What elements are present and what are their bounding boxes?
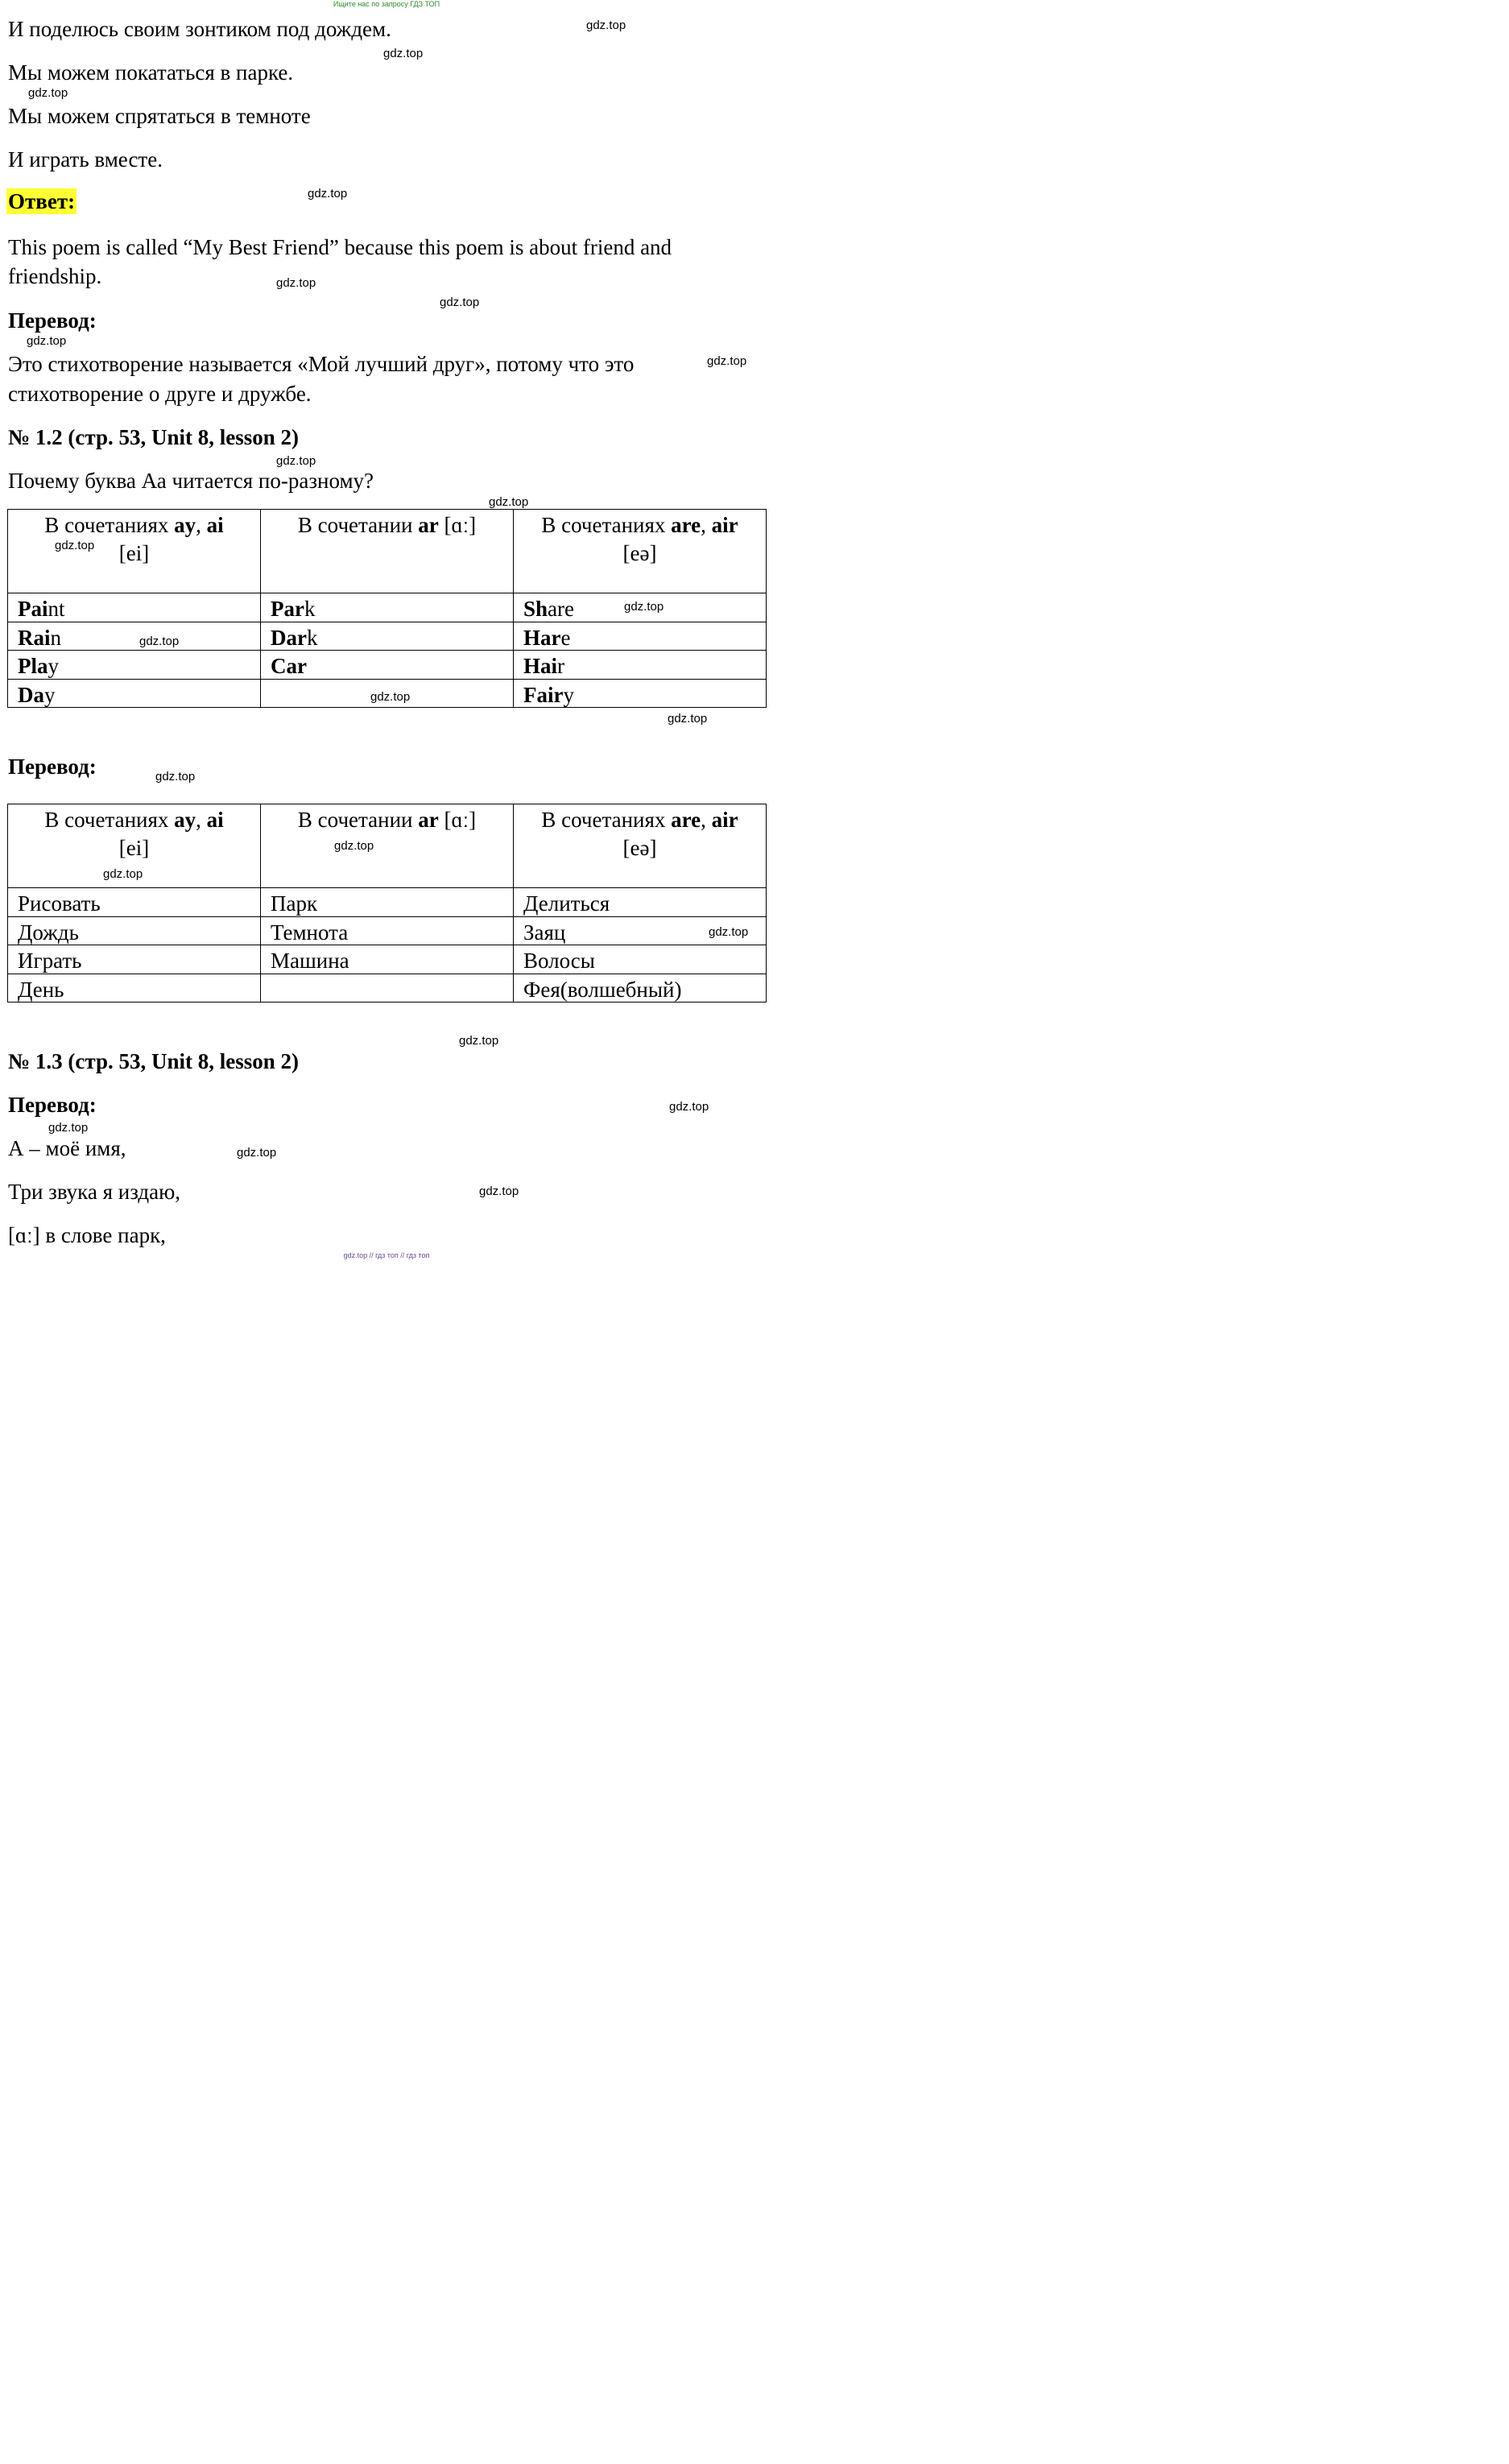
answer-text-line-1: This poem is called “My Best Friend” because this poem is about friend and [8, 235, 672, 259]
bottom-banner: gdz.top // гдз топ // гдз топ [343, 1251, 430, 1259]
table-1-cell: Paint [18, 597, 65, 621]
table-1-cell: Park [271, 597, 316, 621]
watermark: gdz.top [308, 187, 348, 201]
watermark: gdz.top [669, 1100, 709, 1114]
table-2-header-are-air: В сочетаниях are, air [eə] [541, 808, 738, 860]
table-1-cell: Hare [523, 626, 571, 650]
watermark: gdz.top [334, 839, 374, 853]
task-1-2-question: Почему буква Аа читается по-разному? [8, 469, 374, 493]
watermark: gdz.top [28, 86, 68, 100]
table-2-cell: Дождь [18, 920, 79, 945]
table-2-header-ar: В сочетании ar [ɑː] [297, 808, 477, 832]
table-1-cell: Car [271, 654, 307, 678]
watermark: gdz.top [370, 690, 411, 704]
table-2-cell: Делиться [523, 891, 610, 916]
watermark: gdz.top [139, 635, 180, 648]
watermark: gdz.top [489, 495, 529, 509]
table-2-cell: Машина [271, 949, 349, 973]
watermark: gdz.top [155, 770, 196, 783]
task-1-3-title: № 1.3 (стр. 53, Unit 8, lesson 2) [8, 1049, 299, 1073]
table-1-cell: Rain [18, 626, 61, 650]
table-1-cell: Day [18, 683, 56, 707]
watermark: gdz.top [27, 334, 67, 348]
watermark: gdz.top [440, 296, 480, 309]
table-1-header-are-air: В сочетаниях are, air [eə] [541, 513, 738, 565]
table-1-cell: Share [523, 597, 575, 621]
task-1-2-title: № 1.2 (стр. 53, Unit 8, lesson 2) [8, 425, 299, 449]
table-2-cell: Темнота [271, 920, 349, 945]
table-2-cell: Рисовать [18, 891, 101, 916]
table-1-header-ay-ai: В сочетаниях ay, ai [ei] [44, 513, 224, 565]
watermark: gdz.top [103, 867, 143, 881]
translation-label: Перевод: [8, 308, 97, 333]
poem-line-1: И поделюсь своим зонтиком под дождем. [8, 17, 391, 41]
table-2-cell: День [18, 978, 64, 1002]
answer-text-line-2: friendship. [8, 264, 102, 288]
watermark: gdz.top [707, 354, 747, 368]
watermark: gdz.top [709, 925, 749, 939]
watermark: gdz.top [383, 47, 424, 60]
watermark: gdz.top [668, 712, 708, 726]
table-1-cell: Play [18, 654, 59, 678]
watermark: gdz.top [276, 454, 316, 468]
table-2-cell: Играть [18, 949, 82, 973]
poem-line-2: Мы можем покататься в парке. [8, 60, 294, 85]
watermark: gdz.top [237, 1146, 277, 1160]
translation-text-line-1: Это стихотворение называется «Мой лучший друг», потому что это [8, 352, 635, 376]
poem-line-4: И играть вместе. [8, 147, 163, 172]
watermark: gdz.top [479, 1184, 519, 1198]
top-banner: Ищите нас по запросу ГДЗ ТОП [333, 0, 440, 8]
watermark: gdz.top [55, 539, 95, 552]
poem2-line-1: А – моё имя, [8, 1136, 126, 1160]
translation-text-line-2: стихотворение о друге и дружбе. [8, 382, 312, 406]
translation-label-2: Перевод: [8, 754, 97, 779]
poem2-line-2: Три звука я издаю, [8, 1180, 181, 1204]
table-1-cell: Hair [523, 654, 565, 678]
watermark: gdz.top [276, 276, 316, 290]
watermark: gdz.top [586, 19, 626, 32]
table-1-header-ar: В сочетании ar [ɑː] [297, 513, 477, 537]
watermark: gdz.top [48, 1121, 89, 1135]
poem2-line-3: [ɑː] в слове парк, [8, 1223, 166, 1247]
table-2-header-ay-ai: В сочетаниях ay, ai [ei] [44, 808, 224, 860]
translation-label-3: Перевод: [8, 1093, 97, 1117]
table-2-cell: Парк [271, 891, 318, 916]
poem-line-3: Мы можем спрятаться в темноте [8, 104, 311, 128]
table-2-cell: Заяц [523, 920, 566, 945]
watermark: gdz.top [459, 1034, 499, 1048]
table-1-cell: Dark [271, 626, 318, 650]
table-1-cell: Fairy [523, 683, 574, 707]
table-2-cell: Фея(волшебный) [523, 978, 682, 1002]
watermark: gdz.top [624, 600, 664, 614]
answer-label: Ответ: [8, 189, 76, 213]
table-2-cell: Волосы [523, 949, 595, 973]
